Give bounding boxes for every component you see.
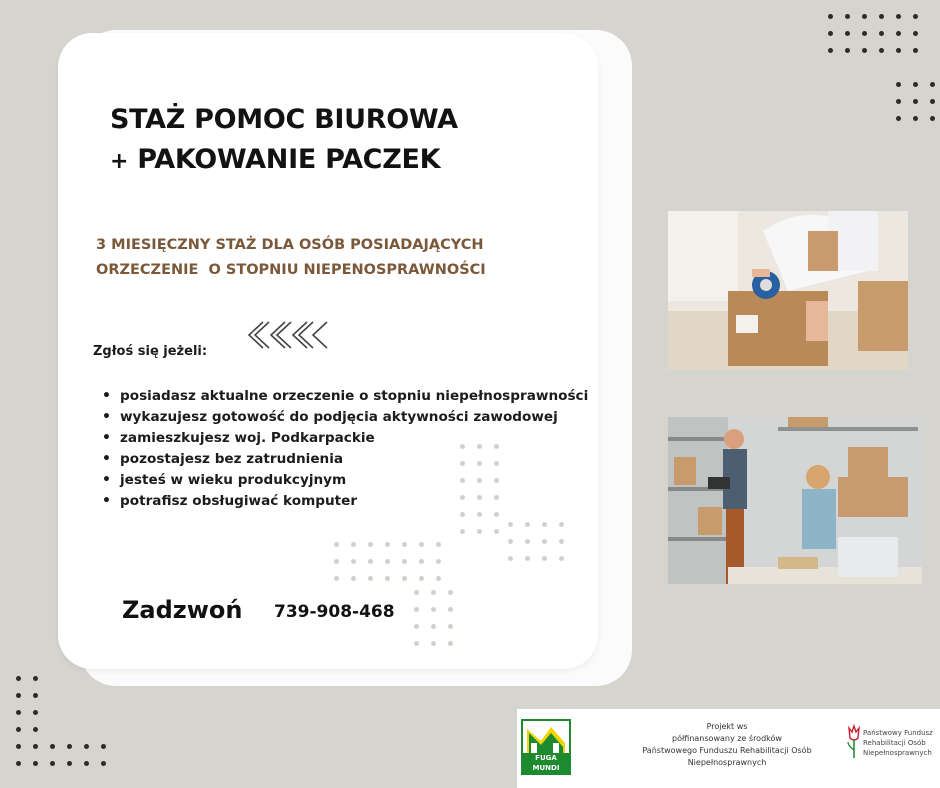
decorative-dot [448,590,453,595]
decorative-dot [334,576,339,581]
decorative-dot [436,542,441,547]
decorative-dot [525,556,530,561]
decorative-dot [101,744,106,749]
decorative-dot [16,744,21,749]
list-item: • zamieszkujesz woj. Podkarpackie [102,428,588,449]
decorative-dot [845,31,850,36]
project-line-4: Niepełnosprawnych [687,758,767,767]
decorative-dot [896,14,901,19]
fuga-mundi-logo-icon [521,719,571,775]
decorative-dot [896,116,901,121]
decorative-dot [16,761,21,766]
decorative-dot [419,576,424,581]
decorative-dot [494,529,499,534]
title-line-1: STAŻ POMOC BIUROWA [110,104,458,135]
call-label: Zadzwoń [122,596,243,624]
dot-grid-card-lower [334,542,441,581]
decorative-dot [448,641,453,646]
title-line-2 [110,140,550,182]
decorative-dot [559,522,564,527]
title-plus: + [110,149,129,174]
decorative-dot [448,624,453,629]
decorative-dot [414,607,419,612]
decorative-dot [368,576,373,581]
decorative-dot [67,761,72,766]
decorative-dot [16,710,21,715]
poster-title [110,100,550,182]
decorative-dot [431,624,436,629]
pfron-text [863,728,940,758]
decorative-dot [913,48,918,53]
decorative-dot [385,559,390,564]
dot-grid-top-right [828,14,918,53]
decorative-dot [351,559,356,564]
decorative-dot [16,693,21,698]
decorative-dot [33,676,38,681]
decorative-dot [368,542,373,547]
decorative-dot [862,48,867,53]
decorative-dot [16,676,21,681]
decorative-dot [913,31,918,36]
decorative-dot [508,522,513,527]
decorative-dot [50,744,55,749]
pfron-line-2: Rehabilitacji Osób [863,739,926,747]
decorative-dot [33,744,38,749]
decorative-dot [84,744,89,749]
fuga-mundi-text: FUGA MUNDI [523,753,569,773]
decorative-dot [828,31,833,36]
decorative-dot [460,512,465,517]
decorative-dot [351,542,356,547]
decorative-dot [402,559,407,564]
decorative-dot [525,539,530,544]
decorative-dot [419,542,424,547]
decorative-dot [436,559,441,564]
decorative-dot [879,48,884,53]
dot-grid-card-right [508,522,564,561]
subtitle-line-1: 3 MIESIĘCZNY STAŻ DLA OSÓB POSIADAJĄCYCH [96,237,484,253]
apply-label: Zgłoś się jeżeli: [93,344,208,359]
decorative-dot [845,14,850,19]
decorative-dot [33,710,38,715]
warehouse-illustration [668,417,922,584]
decorative-dot [913,99,918,104]
title-line-2-text: PAKOWANIE PACZEK [137,144,441,175]
decorative-dot [559,539,564,544]
decorative-dot [460,529,465,534]
decorative-dot [913,14,918,19]
decorative-dot [896,48,901,53]
dot-grid-right-column [896,82,935,121]
decorative-dot [351,576,356,581]
decorative-dot [525,522,530,527]
decorative-dot [402,576,407,581]
decorative-dot [862,31,867,36]
chevrons-left-icon [245,320,331,350]
decorative-dot [414,590,419,595]
decorative-dot [334,542,339,547]
decorative-dot [50,761,55,766]
decorative-dot [930,116,935,121]
decorative-dot [402,542,407,547]
decorative-dot [84,761,89,766]
dot-grid-bottom-left-row [16,744,106,766]
photo-warehouse-office [668,417,922,584]
project-line-1: Projekt ws [706,722,748,731]
decorative-dot [33,727,38,732]
decorative-dot [334,559,339,564]
decorative-dot [448,607,453,612]
decorative-dot [913,116,918,121]
decorative-dot [930,99,935,104]
decorative-dot [419,559,424,564]
pfron-line-3: Niepełnosprawnych [863,749,932,757]
decorative-dot [385,576,390,581]
decorative-dot [16,727,21,732]
decorative-dot [508,556,513,561]
decorative-dot [477,529,482,534]
decorative-dot [67,744,72,749]
decorative-dot [477,512,482,517]
conditions-list [102,386,588,512]
decorative-dot [559,556,564,561]
project-line-2: półfinansowany ze środków [672,734,782,743]
decorative-dot [385,542,390,547]
decorative-dot [542,556,547,561]
decorative-dot [414,624,419,629]
decorative-dot [879,31,884,36]
decorative-dot [494,512,499,517]
list-item: • pozostajesz bez zatrudnienia [102,449,588,470]
list-item: • potrafisz obsługiwać komputer [102,491,588,512]
phone-number[interactable]: 739-908-468 [274,602,395,622]
decorative-dot [101,761,106,766]
poster-subtitle [96,233,556,283]
decorative-dot [862,14,867,19]
packing-box-illustration [668,211,908,370]
decorative-dot [33,761,38,766]
decorative-dot [896,31,901,36]
decorative-dot [33,693,38,698]
photo-packing-box [668,211,908,370]
list-item: • jesteś w wieku produkcyjnym [102,470,588,491]
decorative-dot [913,82,918,87]
decorative-dot [896,82,901,87]
decorative-dot [414,641,419,646]
list-item: • posiadasz aktualne orzeczenie o stopniu niepełnosprawności [102,386,588,407]
project-line-3: Państwowego Funduszu Rehabilitacji Osób [642,746,812,755]
decorative-dot [431,590,436,595]
decorative-dot [828,14,833,19]
decorative-dot [879,14,884,19]
decorative-dot [896,99,901,104]
pfron-tulip-icon [846,724,862,760]
decorative-dot [930,82,935,87]
pfron-line-1: Państwowy Fundusz [863,729,933,737]
decorative-dot [845,48,850,53]
decorative-dot [542,522,547,527]
decorative-dot [508,539,513,544]
decorative-dot [828,48,833,53]
decorative-dot [431,641,436,646]
project-info [607,721,847,769]
decorative-dot [368,559,373,564]
subtitle-line-2: ORZECZENIE O STOPNIU NIEPENOSPRAWNOŚCI [96,262,486,278]
footer-logos [517,709,940,788]
decorative-dot [436,576,441,581]
list-item: • wykazujesz gotowość do podjęcia aktywności zawodowej [102,407,588,428]
dot-grid-card-bottom [414,590,453,646]
dot-grid-bottom-left [16,676,38,732]
decorative-dot [542,539,547,544]
decorative-dot [431,607,436,612]
